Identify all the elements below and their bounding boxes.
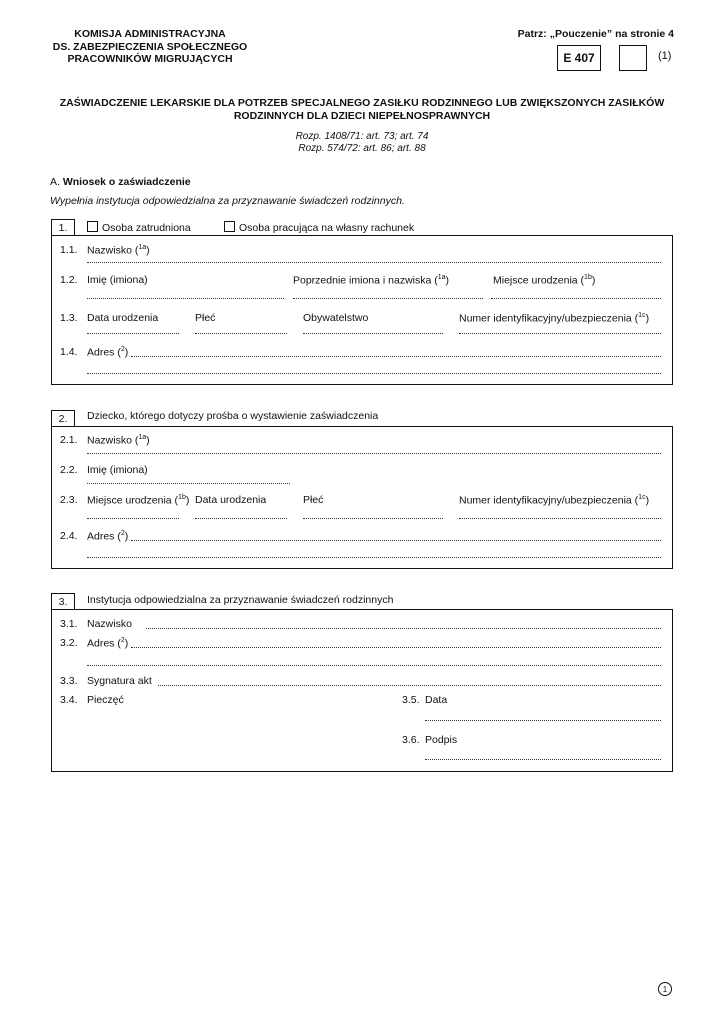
field-1-3-citizenship-label: Obywatelstwo xyxy=(303,312,369,324)
see-instructions-note: Patrz: „Pouczenie” na stronie 4 xyxy=(517,28,674,40)
field-2-2-label: Imię (imiona) xyxy=(87,464,148,476)
field-1-1-number: 1.1. xyxy=(60,244,78,256)
field-2-3-dob-label: Data urodzenia xyxy=(195,494,267,506)
field-3-6-label: Podpis xyxy=(425,734,458,746)
section-1-number: 1. xyxy=(51,219,75,235)
section-3-number: 3. xyxy=(51,593,75,609)
field-1-2-birthplace-input[interactable] xyxy=(491,298,661,299)
commission-heading xyxy=(40,28,260,66)
field-1-2-input[interactable] xyxy=(87,298,284,299)
field-2-3-id-input[interactable] xyxy=(459,518,661,519)
commission-line-1: KOMISJA ADMINISTRACYJNA xyxy=(74,28,226,40)
field-3-3-input[interactable] xyxy=(158,685,661,686)
regulation-1: Rozp. 1408/71: art. 73; art. 74 xyxy=(295,131,429,142)
field-2-1-number: 2.1. xyxy=(60,434,78,446)
field-3-1-number: 3.1. xyxy=(60,618,78,630)
form-title-line-1: ZAŚWIADCZENIE LEKARSKIE DLA POTRZEB SPECJALNEGO ZASIŁKU RODZINNEGO LUB ZWIĘKSZONYCH ZASIŁKÓW xyxy=(59,97,665,109)
section-2-title: Dziecko, którego dotyczy prośba o wystawienie zaświadczenia xyxy=(87,410,379,422)
field-2-1-label: Nazwisko ($^{1a}$) xyxy=(87,434,150,447)
field-3-5-input[interactable] xyxy=(425,720,661,721)
section-2-number: 2. xyxy=(51,410,75,426)
field-1-2-birthplace-label: Miejsce urodzenia ($^{1b}$) xyxy=(493,274,596,287)
checkbox-icon[interactable] xyxy=(87,221,98,232)
checkbox-self-employed[interactable]: Osoba pracująca na własny rachunek xyxy=(224,221,414,234)
field-1-4-label: Adres ($^2$) xyxy=(87,346,129,359)
field-2-3-sex-label: Płeć xyxy=(303,494,324,506)
field-3-5-number: 3.5. xyxy=(402,694,420,706)
section-a-title: Wniosek o zaświadczenie xyxy=(62,176,191,188)
field-1-2-label: Imię (imiona) xyxy=(87,274,148,286)
field-3-2-number: 3.2. xyxy=(60,637,78,649)
section-a-heading xyxy=(50,176,191,188)
commission-line-3: PRACOWNIKÓW MIGRUJĄCYCH xyxy=(67,53,233,65)
field-1-3-citizenship-input[interactable] xyxy=(303,333,443,334)
field-2-4-input[interactable] xyxy=(131,540,661,541)
section-a-prefix: A. xyxy=(50,176,60,188)
field-1-4-input[interactable] xyxy=(131,356,661,357)
section-1-box xyxy=(51,235,673,385)
field-3-4-number: 3.4. xyxy=(60,694,78,706)
form-title xyxy=(40,97,684,122)
field-3-2-input-line-2[interactable] xyxy=(87,665,661,666)
header-footnote-mark: (1) xyxy=(658,50,672,62)
page-number: 1 xyxy=(658,982,672,996)
field-2-3-dob-input[interactable] xyxy=(195,518,287,519)
field-2-4-input-line-2[interactable] xyxy=(87,557,661,558)
checkbox-employed[interactable]: Osoba zatrudniona xyxy=(87,221,191,234)
field-2-1-input[interactable] xyxy=(87,453,661,454)
field-1-4-input-line-2[interactable] xyxy=(87,373,661,374)
field-1-3-dob-label: Data urodzenia xyxy=(87,312,159,324)
field-3-1-input[interactable] xyxy=(146,628,661,629)
field-1-2-previous-names-label: Poprzednie imiona i nazwiska ($^{1a}$) xyxy=(293,274,450,287)
section-3-title: Instytucja odpowiedzialna za przyznawanie świadczeń rodzinnych xyxy=(87,594,394,606)
field-1-3-number: 1.3. xyxy=(60,312,78,324)
field-3-1-label: Nazwisko xyxy=(87,618,132,630)
field-3-3-label: Sygnatura akt xyxy=(87,675,152,687)
field-1-3-dob-input[interactable] xyxy=(87,333,179,334)
field-2-4-label: Adres ($^2$) xyxy=(87,530,129,543)
commission-line-2: DS. ZABEZPIECZENIA SPOŁECZNEGO xyxy=(52,40,248,53)
field-1-3-id-label: Numer identyfikacyjny/ubezpieczenia ($^{1c}$) xyxy=(459,312,650,325)
form-code-box: E 407 xyxy=(557,45,601,71)
field-1-3-sex-input[interactable] xyxy=(195,333,287,334)
field-3-5-label: Data xyxy=(425,694,448,706)
field-3-3-number: 3.3. xyxy=(60,675,78,687)
field-2-3-id-label: Numer identyfikacyjny/ubezpieczenia ($^{1c}$) xyxy=(459,494,650,507)
field-1-4-number: 1.4. xyxy=(60,346,78,358)
field-2-2-input[interactable] xyxy=(87,483,290,484)
section-a-note: Wypełnia instytucja odpowiedzialna za przyznawanie świadczeń rodzinnych. xyxy=(50,195,405,207)
stamp-area[interactable] xyxy=(87,708,377,766)
field-2-3-sex-input[interactable] xyxy=(303,518,443,519)
field-3-2-input[interactable] xyxy=(131,647,661,648)
form-blank-box[interactable] xyxy=(619,45,647,71)
regulation-2: Rozp. 574/72: art. 86; art. 88 xyxy=(298,143,426,154)
field-2-3-number: 2.3. xyxy=(60,494,78,506)
field-3-6-input[interactable] xyxy=(425,759,661,760)
field-2-2-number: 2.2. xyxy=(60,464,78,476)
field-3-6-number: 3.6. xyxy=(402,734,420,746)
field-1-1-label: Nazwisko ($^{1a}$) xyxy=(87,244,150,257)
field-3-2-label: Adres ($^2$) xyxy=(87,637,129,650)
field-1-1-input[interactable] xyxy=(87,262,661,263)
field-1-3-id-input[interactable] xyxy=(459,333,661,334)
field-3-4-label: Pieczęć xyxy=(87,694,124,706)
field-2-3-birthplace-label: Miejsce urodzenia ($^{1b}$) xyxy=(87,494,190,507)
field-2-3-birthplace-input[interactable] xyxy=(87,518,179,519)
regulations xyxy=(40,131,684,155)
field-1-3-sex-label: Płeć xyxy=(195,312,216,324)
field-2-4-number: 2.4. xyxy=(60,530,78,542)
checkbox-icon[interactable] xyxy=(224,221,235,232)
field-1-2-previous-names-input[interactable] xyxy=(293,298,483,299)
field-1-2-number: 1.2. xyxy=(60,274,78,286)
form-title-line-2: RODZINNYCH DLA DZIECI NIEPEŁNOSPRAWNYCH xyxy=(233,109,491,122)
